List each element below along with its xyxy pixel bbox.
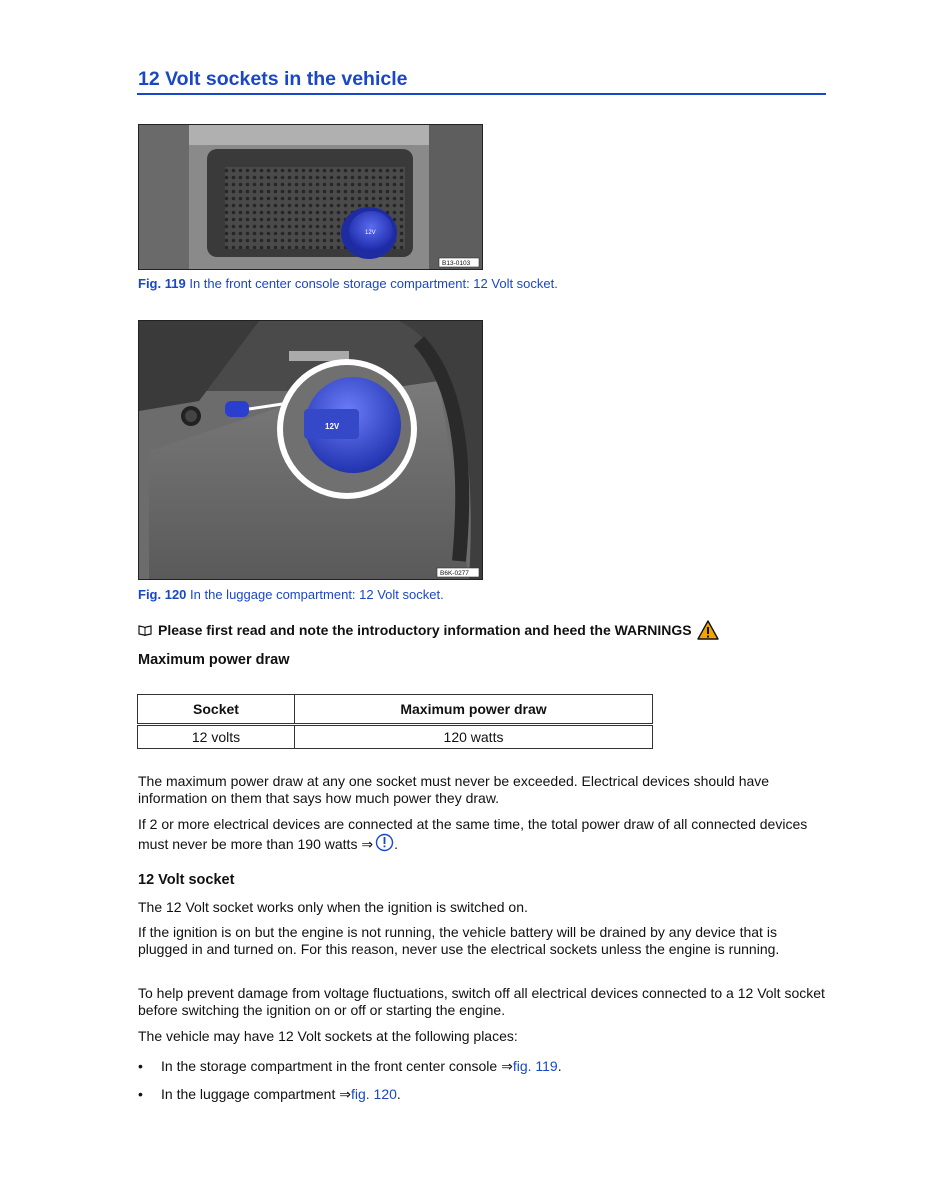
figure-120-link[interactable]: fig. 120 xyxy=(350,1086,397,1102)
figure-code: B13-0103 xyxy=(442,260,471,267)
svg-text:12V: 12V xyxy=(325,422,340,431)
bullet-icon: • xyxy=(138,1058,143,1074)
reference-arrow: ⇒ xyxy=(339,1086,351,1102)
page-title: 12 Volt sockets in the vehicle xyxy=(138,68,408,90)
paragraph-end: . xyxy=(394,836,398,852)
list-item-end: . xyxy=(396,1086,401,1102)
figure-120-image xyxy=(138,320,483,580)
list-item-text: In the storage compartment in the front center console xyxy=(161,1058,498,1074)
socket-12v-icon xyxy=(341,207,397,259)
intro-text: Please first read and note the introductory information and heed the WARNINGS xyxy=(158,622,692,638)
table-row xyxy=(138,725,653,749)
reference-arrow: ⇒ xyxy=(361,836,374,852)
section-heading-socket: 12 Volt socket xyxy=(138,872,235,888)
caption-text: In the luggage compartment: 12 Volt socket. xyxy=(190,587,444,602)
paragraph: The vehicle may have 12 Volt sockets at the following places: xyxy=(138,1028,518,1044)
figure-label: Fig. 120 xyxy=(138,587,187,602)
table-header-cell: Socket xyxy=(138,695,295,725)
table-header-row xyxy=(138,695,653,725)
paragraph-text: If 2 or more electrical devices are connected at the same time, the total power draw of all connected devices must never be more than 190 watts xyxy=(138,816,808,852)
bullet-icon: • xyxy=(138,1086,143,1102)
paragraph: The 12 Volt socket works only when the ignition is switched on. xyxy=(138,899,528,915)
list-item xyxy=(138,1086,401,1103)
list-item xyxy=(138,1058,562,1075)
section-heading-power: Maximum power draw xyxy=(138,652,290,668)
table-header-cell: Maximum power draw xyxy=(295,695,653,725)
figure-119-image xyxy=(138,124,483,270)
book-icon xyxy=(138,625,152,636)
figure-120-caption xyxy=(138,587,444,602)
reference-arrow: ⇒ xyxy=(501,1058,513,1074)
title-rule xyxy=(137,93,826,95)
figure-119-link[interactable]: fig. 119 xyxy=(512,1058,558,1074)
figure-119-caption xyxy=(138,276,558,291)
paragraph: To help prevent damage from voltage fluctuations, switch off all electrical devices connected to a 12 Volt socket before switching the ignition on or off or starting the engine. xyxy=(138,985,825,1018)
svg-text:12V: 12V xyxy=(365,230,376,236)
table-cell: 12 volts xyxy=(138,725,295,749)
notice-icon[interactable] xyxy=(375,833,394,852)
list-item-end: . xyxy=(557,1058,562,1074)
caption-text: In the front center console storage compartment: 12 Volt socket. xyxy=(189,276,558,291)
paragraph xyxy=(138,816,828,853)
list-item-text: In the luggage compartment xyxy=(161,1086,336,1102)
figure-label: Fig. 119 xyxy=(138,276,186,291)
warning-triangle-icon[interactable] xyxy=(697,620,719,640)
intro-notice xyxy=(138,620,725,640)
figure-code: B6K-0277 xyxy=(440,570,469,577)
paragraph: If the ignition is on but the engine is not running, the vehicle battery will be drained by any device that is plugged in and turned on. For this reason, never use the electrical sockets unless the engine is running. xyxy=(138,924,780,957)
table-cell: 120 watts xyxy=(295,725,653,749)
socket-zoom-callout-icon xyxy=(277,359,417,499)
paragraph: The maximum power draw at any one socket must never be exceeded. Electrical devices should have information on them that says how much power they draw. xyxy=(138,773,770,806)
power-draw-table xyxy=(137,694,653,749)
